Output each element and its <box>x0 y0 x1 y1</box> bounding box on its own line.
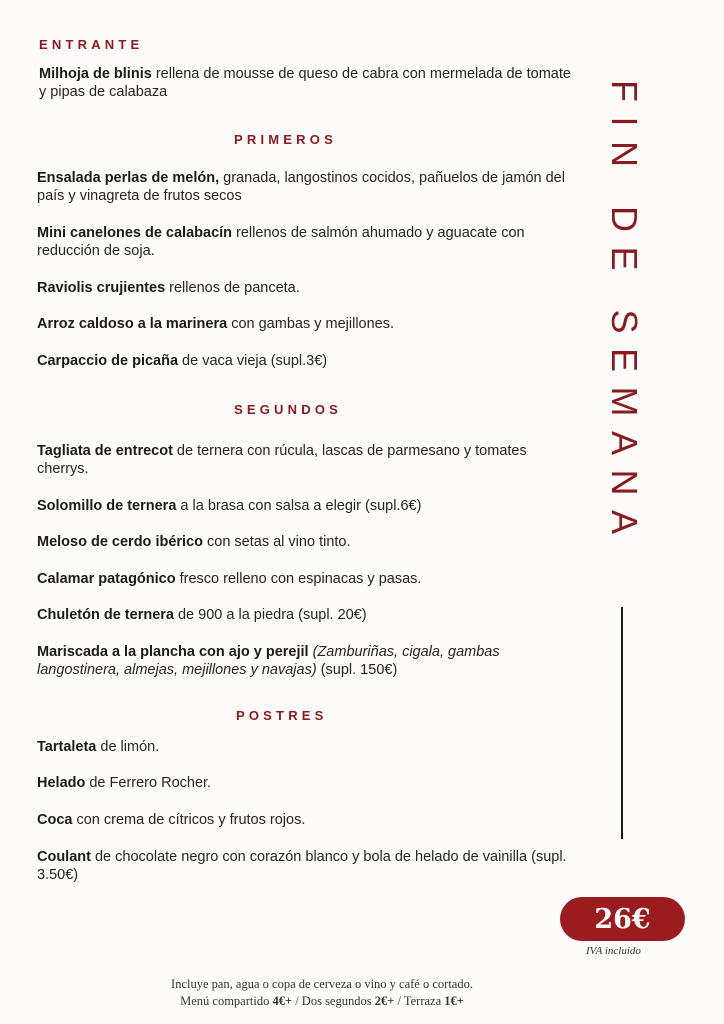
dish-name: Coca <box>37 812 73 828</box>
dish-description: de Ferrero Rocher. <box>85 775 212 791</box>
dish-name: Tagliata de entrecot <box>37 443 173 459</box>
dish-name: Raviolis crujientes <box>37 280 166 296</box>
dish-description: granada, langostinos cocidos, pañuelos de jamón del país y vinagreta de frutos secos <box>37 170 565 204</box>
supplement-price: 4€+ <box>272 994 293 1008</box>
menu-item <box>37 738 572 756</box>
menu-item <box>37 224 572 260</box>
dish-name: Mini canelones de calabacín <box>37 225 233 241</box>
dish-note: (Zamburiñas, cigala, gambas langostinera, almejas, mejillones y navajas) <box>37 644 500 678</box>
menu-item <box>37 570 572 588</box>
vertical-divider <box>621 607 623 839</box>
menu-item <box>37 169 572 205</box>
dish-description: de 900 a la piedra (supl. 20€) <box>173 607 367 623</box>
dish-name: Mariscada a la plancha con ajo y perejil <box>37 644 309 660</box>
dish-description: de ternera con rúcula, lascas de parmesano y tomates cherrys. <box>37 443 527 477</box>
menu-item <box>37 315 572 333</box>
dish-description: con gambas y mejillones. <box>227 316 395 332</box>
supplement-label: / Terraza <box>394 994 445 1008</box>
menu-item <box>39 65 574 101</box>
dish-name: Carpaccio de picaña <box>37 353 179 369</box>
section-heading-entrante: ENTRANTE <box>39 37 144 52</box>
supplement-label: / Dos segundos <box>292 994 375 1008</box>
menu-item <box>37 606 572 624</box>
dish-description: fresco relleno con espinacas y pasas. <box>175 571 422 587</box>
dish-name: Coulant <box>37 849 91 865</box>
section-heading-segundos: SEGUNDOS <box>234 402 343 417</box>
supplement-price: 1€+ <box>444 994 464 1008</box>
dish-name: Helado <box>37 775 86 791</box>
dish-description: rellenos de panceta. <box>165 280 300 296</box>
menu-item <box>37 352 572 370</box>
dish-description: con setas al vino tinto. <box>203 534 351 550</box>
price-note: IVA incluido <box>586 945 641 957</box>
dish-name: Milhoja de blinis <box>39 66 152 82</box>
menu-item <box>37 279 572 297</box>
dish-description: rellenos de salmón ahumado y aguacate con reducción de soja. <box>37 225 525 259</box>
supplement-price: 2€+ <box>374 994 395 1008</box>
dish-description: de chocolate negro con corazón blanco y bola de helado de vainilla (supl. 3.50€) <box>37 849 567 883</box>
menu-item <box>37 533 572 551</box>
menu-item <box>37 774 572 792</box>
dish-description: rellena de mousse de queso de cabra con mermelada de tomate y pipas de calabaza <box>39 66 571 100</box>
dish-description: con crema de cítricos y frutos rojos. <box>72 812 306 828</box>
dish-name: Solomillo de ternera <box>37 498 177 514</box>
footer-supplements <box>0 994 644 1009</box>
section-heading-postres: POSTRES <box>236 708 328 723</box>
menu-title-vertical: FIN DE SEMANA <box>604 80 645 549</box>
dish-name: Chuletón de ternera <box>37 607 174 623</box>
dish-description: de vaca vieja (supl.3€) <box>178 353 328 369</box>
menu-item <box>37 848 572 884</box>
price-badge: 26€ <box>560 897 685 941</box>
section-heading-primeros: PRIMEROS <box>234 132 337 147</box>
dish-description: a la brasa con salsa a elegir (supl.6€) <box>176 498 422 514</box>
menu-item <box>37 811 572 829</box>
menu-item <box>37 643 572 679</box>
dish-name: Calamar patagónico <box>37 571 176 587</box>
menu-item <box>37 497 572 515</box>
footer-includes: Incluye pan, agua o copa de cerveza o vino y café o cortado. <box>171 977 473 991</box>
dish-name: Ensalada perlas de melón, <box>37 170 220 186</box>
dish-name: Tartaleta <box>37 739 97 755</box>
dish-description: (supl. 150€) <box>316 662 398 678</box>
dish-name: Arroz caldoso a la marinera <box>37 316 228 332</box>
dish-description: de limón. <box>96 739 160 755</box>
dish-name: Meloso de cerdo ibérico <box>37 534 203 550</box>
menu-item <box>37 442 572 478</box>
supplement-label: Menú compartido <box>180 994 273 1008</box>
